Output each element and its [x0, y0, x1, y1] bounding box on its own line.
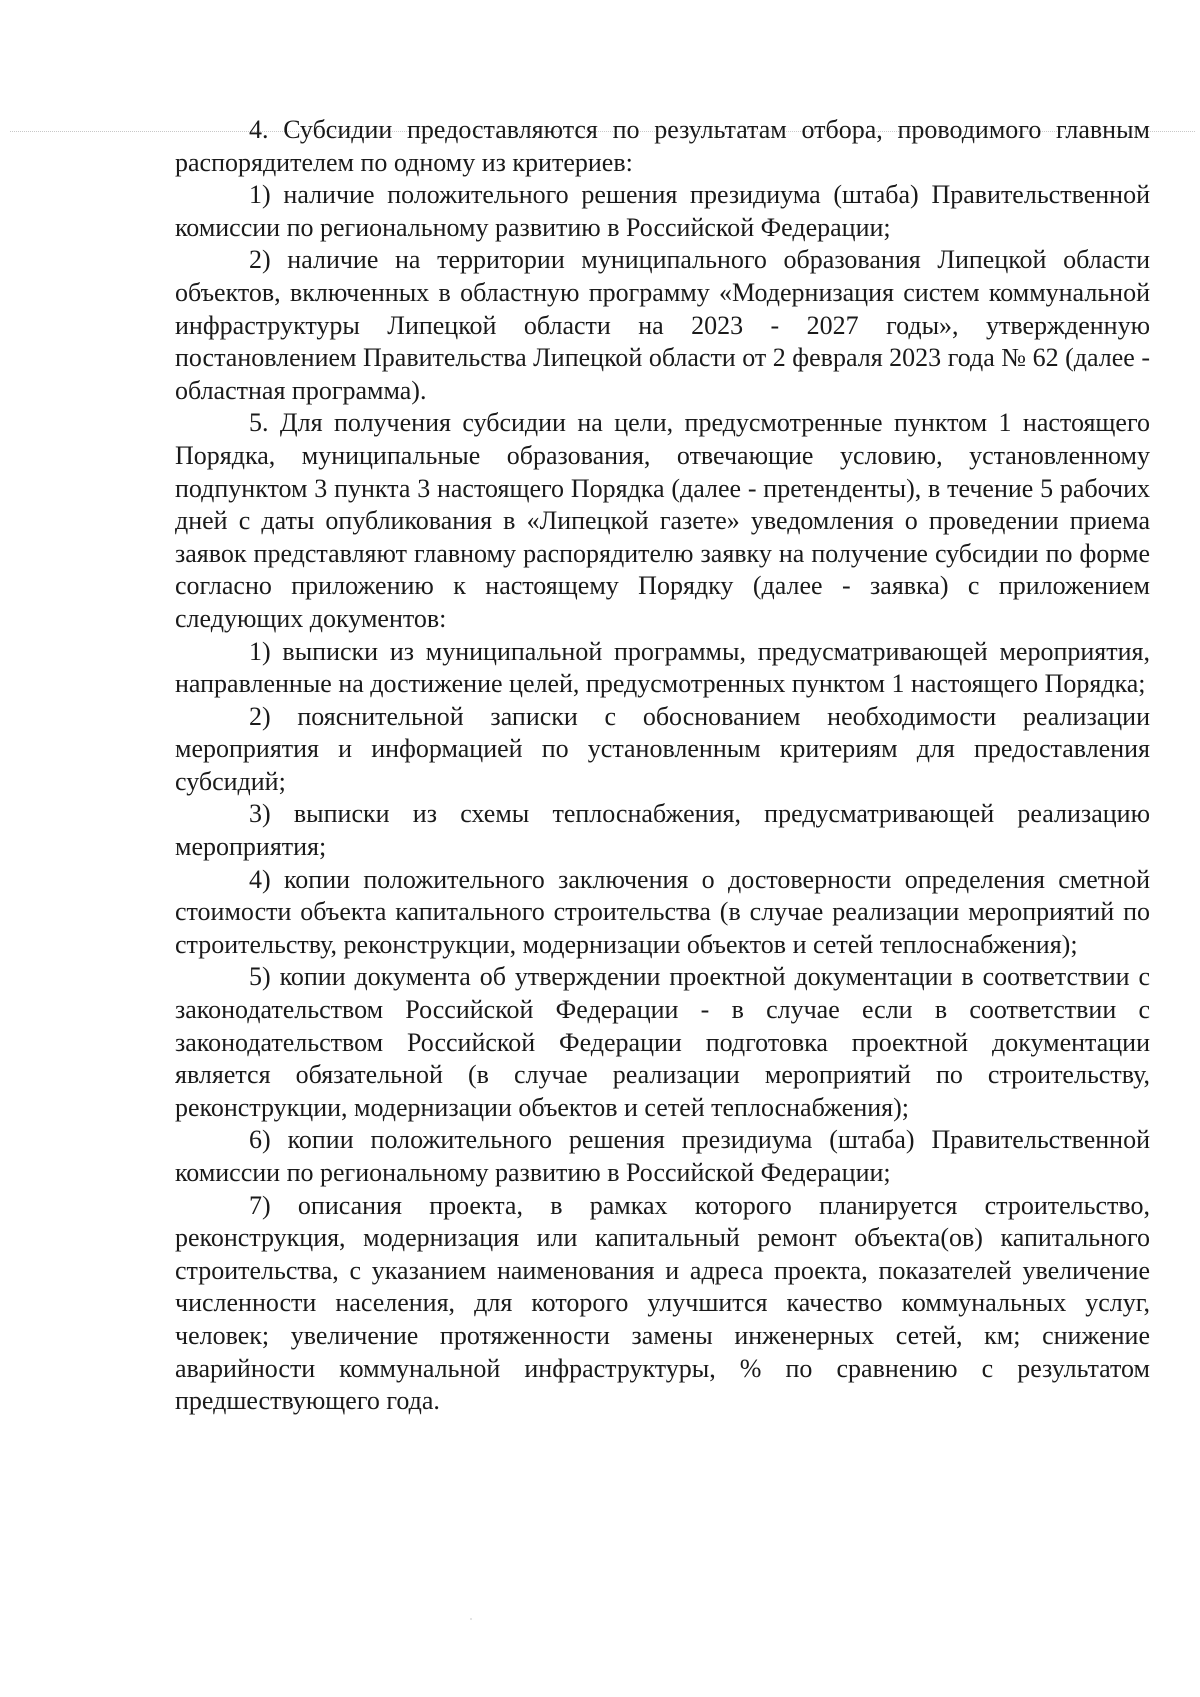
paragraph-5: 5. Для получения субсидии на цели, предусмотренные пунктом 1 настоящего Порядка, муниципальные образования, отвечающие условию, установленному подпунктом 3 пункта 3 настоящего Порядка (далее - претенденты), в течение 5 рабочих дней с даты опубликования в «Липецкой газете» уведомления о проведении приема заявок представляют главному распорядителю заявку на получение субсидии по форме согласно приложению к настоящему Порядку (далее - заявка) с приложением следующих документов: — [175, 408, 1150, 633]
paragraph-5-item-1: 1) выписки из муниципальной программы, предусматривающей мероприятия, направленные на достижение целей, предусмотренных пунктом 1 настоящего Порядка; — [175, 636, 1150, 699]
paragraph-4-item-2: 2) наличие на территории муниципального образования Липецкой области объектов, включенных в областную программу «Модернизация систем коммунальной инфраструктуры Липецкой области на 2023 - 2027 годы», утвержденную постановлением Правительства Липецкой области от 2 февраля 2023 года № 62 (далее - областная программа). — [175, 245, 1150, 405]
paragraph-4: 4. Субсидии предоставляются по результатам отбора, проводимого главным распорядителем по одному из критериев: — [175, 115, 1150, 177]
document-body — [175, 114, 1150, 1418]
scan-speck — [470, 1618, 472, 1620]
paragraph-5-item-7: 7) описания проекта, в рамках которого планируется строительство, реконструкция, модернизация или капитальный ремонт объекта(ов) капитального строительства, с указанием наименования и адреса проекта, показателей увеличение численности населения, для которого улучшится качество коммунальных услуг, человек; увеличение протяженности замены инженерных сетей, км; снижение аварийности коммунальной инфраструктуры, % по сравнению с результатом предшествующего года. — [175, 1190, 1150, 1416]
paragraph-5-item-6: 6) копии положительного решения президиума (штаба) Правительственной комиссии по региональному развитию в Российской Федерации; — [175, 1125, 1150, 1187]
paragraph-4-item-1: 1) наличие положительного решения президиума (штаба) Правительственной комиссии по региональному развитию в Российской Федерации; — [175, 180, 1150, 242]
paragraph-5-item-5: 5) копии документа об утверждении проектной документации в соответствии с законодательством Российской Федерации - в случае если в соответствии с законодательством Российской Федерации подготовка проектной документации является обязательной (в случае реализации мероприятий по строительству, реконструкции, модернизации объектов и сетей теплоснабжения); — [175, 962, 1150, 1122]
paragraph-5-item-4: 4) копии положительного заключения о достоверности определения сметной стоимости объекта капитального строительства (в случае реализации мероприятий по строительству, реконструкции, модернизации объектов и сетей теплоснабжения); — [175, 864, 1150, 959]
paragraph-5-item-3: 3) выписки из схемы теплоснабжения, предусматривающей реализацию мероприятия; — [175, 799, 1150, 862]
paragraph-5-item-2: 2) пояснительной записки с обоснованием необходимости реализации мероприятия и информацией по установленным критериям для предоставления субсидий; — [175, 701, 1150, 796]
